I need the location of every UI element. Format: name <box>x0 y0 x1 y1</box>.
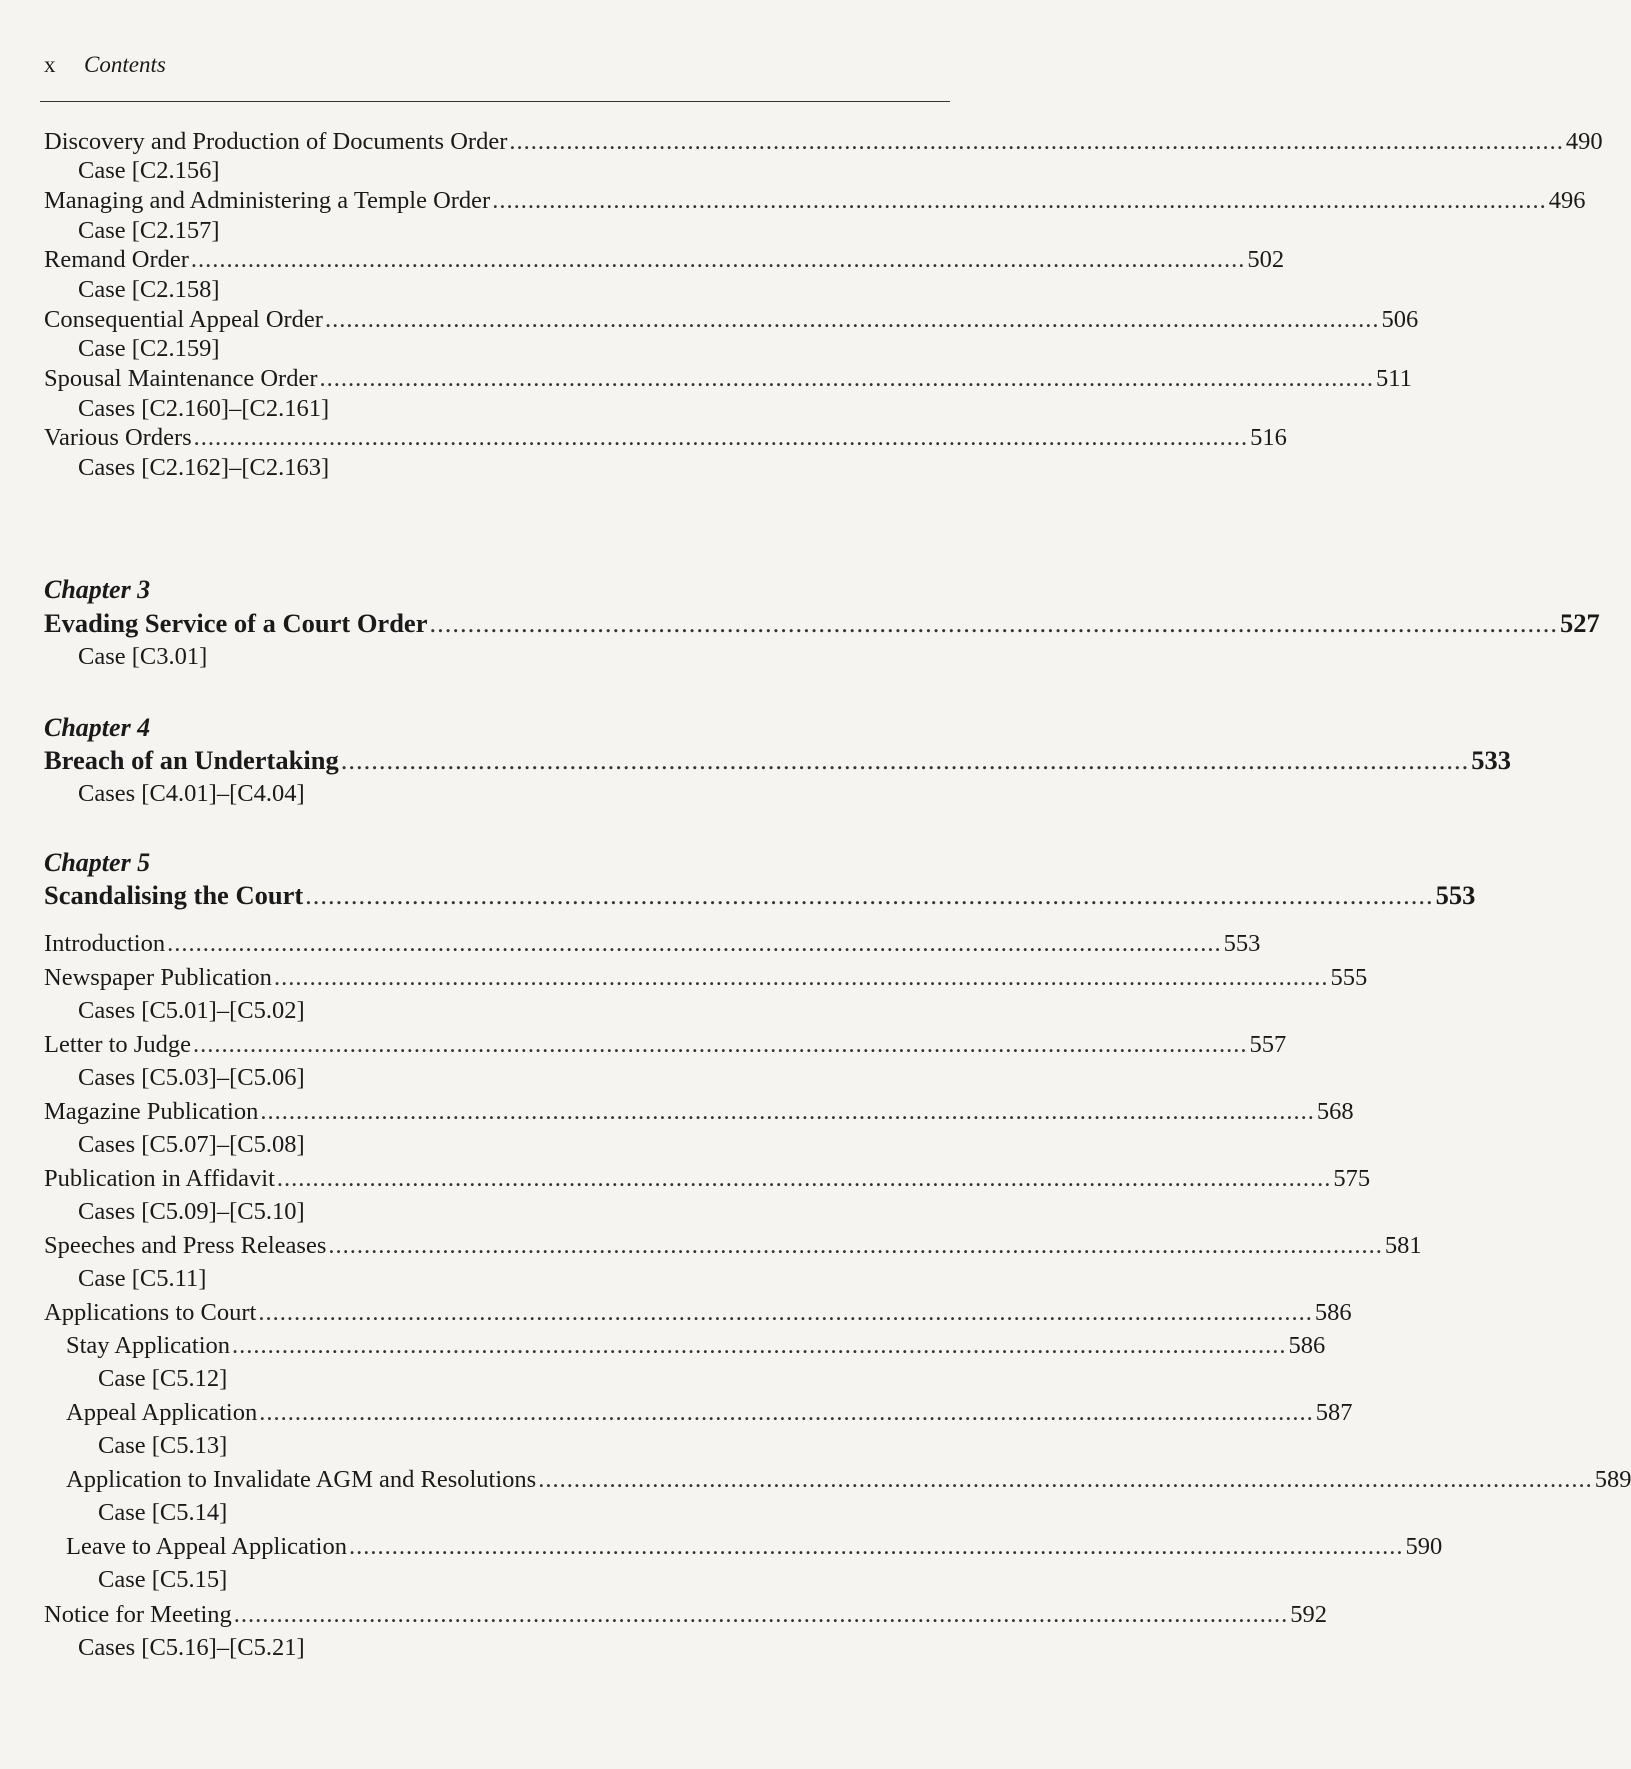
toc-entry-title: Publication in Affidavit <box>44 1165 275 1192</box>
toc-entry-title: Introduction <box>44 930 166 957</box>
leader-dots: .................................................................................................................................................... <box>192 1031 1248 1058</box>
toc-entry <box>0 1231 1422 1261</box>
toc-case-ref: Cases [C5.07]–[C5.08] <box>78 1131 305 1158</box>
toc-entry <box>0 1164 1371 1194</box>
toc-entry-title: Remand Order <box>44 246 189 273</box>
toc-chapter-entry <box>0 880 1476 910</box>
leader-dots: .................................................................................................................................................... <box>233 1601 1289 1628</box>
toc-entry-title: Notice for Meeting <box>44 1601 232 1628</box>
leader-dots: .................................................................................................................................................... <box>273 964 1329 991</box>
toc-entry <box>0 929 1261 959</box>
toc-case-ref: Case [C3.01] <box>78 643 208 670</box>
chapter-heading: Chapter 5 <box>44 848 151 877</box>
toc-entry-page: 496 <box>1548 187 1586 214</box>
toc-entry <box>0 364 1412 394</box>
leader-dots: .................................................................................................................................................... <box>259 1399 1314 1426</box>
toc-entry-title: Discovery and Production of Documents Order <box>44 128 508 155</box>
chapter-heading: Chapter 3 <box>44 575 151 604</box>
toc-entry-page: 502 <box>1247 246 1285 273</box>
toc-entry <box>0 1030 1287 1060</box>
leader-dots: .................................................................................................................................................... <box>305 880 1434 910</box>
toc-entry-title: Magazine Publication <box>44 1098 259 1125</box>
leader-dots: .................................................................................................................................................... <box>328 1232 1383 1259</box>
toc-case-ref: Case [C2.157] <box>78 217 220 244</box>
toc-entry <box>0 1097 1354 1127</box>
toc-entry-title: Evading Service of a Court Order <box>44 608 428 638</box>
toc-entry-title: Appeal Application <box>66 1399 258 1426</box>
leader-dots: .................................................................................................................................................... <box>190 246 1246 273</box>
toc-case-ref: Cases [C2.160]–[C2.161] <box>78 395 330 422</box>
toc-entry <box>0 127 1603 157</box>
toc-entry <box>0 186 1586 216</box>
toc-entry-page: 490 <box>1565 128 1603 155</box>
toc-case-ref: Cases [C4.01]–[C4.04] <box>78 780 305 807</box>
toc-entry-page: 533 <box>1471 745 1511 775</box>
leader-dots: .................................................................................................................................................... <box>340 745 1470 775</box>
toc-entry-page: 557 <box>1249 1031 1287 1058</box>
leader-dots: .................................................................................................................................................... <box>492 187 1547 214</box>
toc-entry-title: Application to Invalidate AGM and Resolutions <box>66 1466 537 1493</box>
toc-case-ref: Case [C5.13] <box>98 1432 228 1459</box>
toc-entry-title: Spousal Maintenance Order <box>44 365 318 392</box>
chapter-heading: Chapter 4 <box>44 713 151 742</box>
toc-case-ref: Cases [C5.01]–[C5.02] <box>78 997 305 1024</box>
toc-entry <box>0 1298 1352 1328</box>
toc-entry-page: 527 <box>1559 608 1600 638</box>
toc-entry-page: 575 <box>1333 1165 1371 1192</box>
toc-entry-page: 568 <box>1316 1098 1354 1125</box>
toc-entry-title: Consequential Appeal Order <box>44 306 323 333</box>
toc-case-ref: Cases [C2.162]–[C2.163] <box>78 454 330 481</box>
toc-case-ref: Cases [C5.03]–[C5.06] <box>78 1064 305 1091</box>
toc-chapter-entry <box>0 745 1511 775</box>
toc-entry-page: 587 <box>1315 1399 1353 1426</box>
leader-dots: .................................................................................................................................................... <box>232 1332 1287 1359</box>
toc-entry <box>0 963 1368 993</box>
toc-case-ref: Case [C2.156] <box>78 157 220 184</box>
leader-dots: .................................................................................................................................................... <box>276 1165 1332 1192</box>
toc-entry-page: 589 <box>1594 1466 1631 1493</box>
toc-case-ref: Case [C2.158] <box>78 276 220 303</box>
toc-subentry <box>0 1331 1326 1361</box>
toc-case-ref: Case [C2.159] <box>78 335 220 362</box>
toc-subentry <box>0 1398 1353 1428</box>
toc-entry <box>0 245 1285 275</box>
toc-case-ref: Case [C5.12] <box>98 1365 228 1392</box>
toc-entry-title: Speeches and Press Releases <box>44 1232 327 1259</box>
leader-dots: .................................................................................................................................................... <box>258 1299 1313 1326</box>
toc-entry-page: 553 <box>1435 880 1476 910</box>
leader-dots: .................................................................................................................................................... <box>319 365 1374 392</box>
toc-entry-page: 590 <box>1405 1533 1443 1560</box>
toc-entry-title: Various Orders <box>44 424 192 451</box>
toc-entry-title: Applications to Court <box>44 1299 257 1326</box>
toc-entry-page: 553 <box>1223 930 1261 957</box>
toc-entry-title: Managing and Administering a Temple Order <box>44 187 491 214</box>
leader-dots: .................................................................................................................................................... <box>348 1533 1404 1560</box>
toc-entry <box>0 305 1419 335</box>
toc-entry-title: Leave to Appeal Application <box>66 1533 347 1560</box>
leader-dots: .................................................................................................................................................... <box>324 306 1380 333</box>
toc-subentry <box>0 1532 1443 1562</box>
toc-entry-page: 581 <box>1384 1232 1422 1259</box>
leader-dots: .................................................................................................................................................... <box>429 608 1558 638</box>
toc-entry <box>0 423 1287 453</box>
toc-chapter-entry <box>0 608 1600 638</box>
leader-dots: .................................................................................................................................................... <box>260 1098 1315 1125</box>
toc-entry-page: 516 <box>1250 424 1287 451</box>
toc-subentry <box>0 1465 1631 1495</box>
running-title: Contents <box>84 52 166 77</box>
toc-entry-page: 555 <box>1330 964 1368 991</box>
toc-case-ref: Cases [C5.16]–[C5.21] <box>78 1634 305 1661</box>
toc-entry <box>0 1600 1328 1630</box>
toc-case-ref: Cases [C5.09]–[C5.10] <box>78 1198 305 1225</box>
toc-entry-title: Breach of an Undertaking <box>44 745 339 775</box>
toc-entry-title: Scandalising the Court <box>44 880 304 910</box>
toc-case-ref: Case [C5.11] <box>78 1265 207 1292</box>
page-number: x <box>44 52 56 77</box>
toc-case-ref: Case [C5.14] <box>98 1499 228 1526</box>
toc-entry-page: 506 <box>1381 306 1419 333</box>
toc-case-ref: Case [C5.15] <box>98 1566 228 1593</box>
toc-entry-page: 586 <box>1288 1332 1326 1359</box>
toc-entry-title: Letter to Judge <box>44 1031 191 1058</box>
toc-entry-title: Newspaper Publication <box>44 964 272 991</box>
leader-dots: .................................................................................................................................................... <box>509 128 1564 155</box>
toc-entry-page: 511 <box>1376 365 1412 392</box>
toc-entry-page: 586 <box>1314 1299 1352 1326</box>
toc-entry-title: Stay Application <box>66 1332 230 1359</box>
leader-dots: .................................................................................................................................................... <box>167 930 1222 957</box>
leader-dots: .................................................................................................................................................... <box>538 1466 1593 1493</box>
toc-entry-page: 592 <box>1290 1601 1328 1628</box>
leader-dots: .................................................................................................................................................... <box>193 424 1249 451</box>
